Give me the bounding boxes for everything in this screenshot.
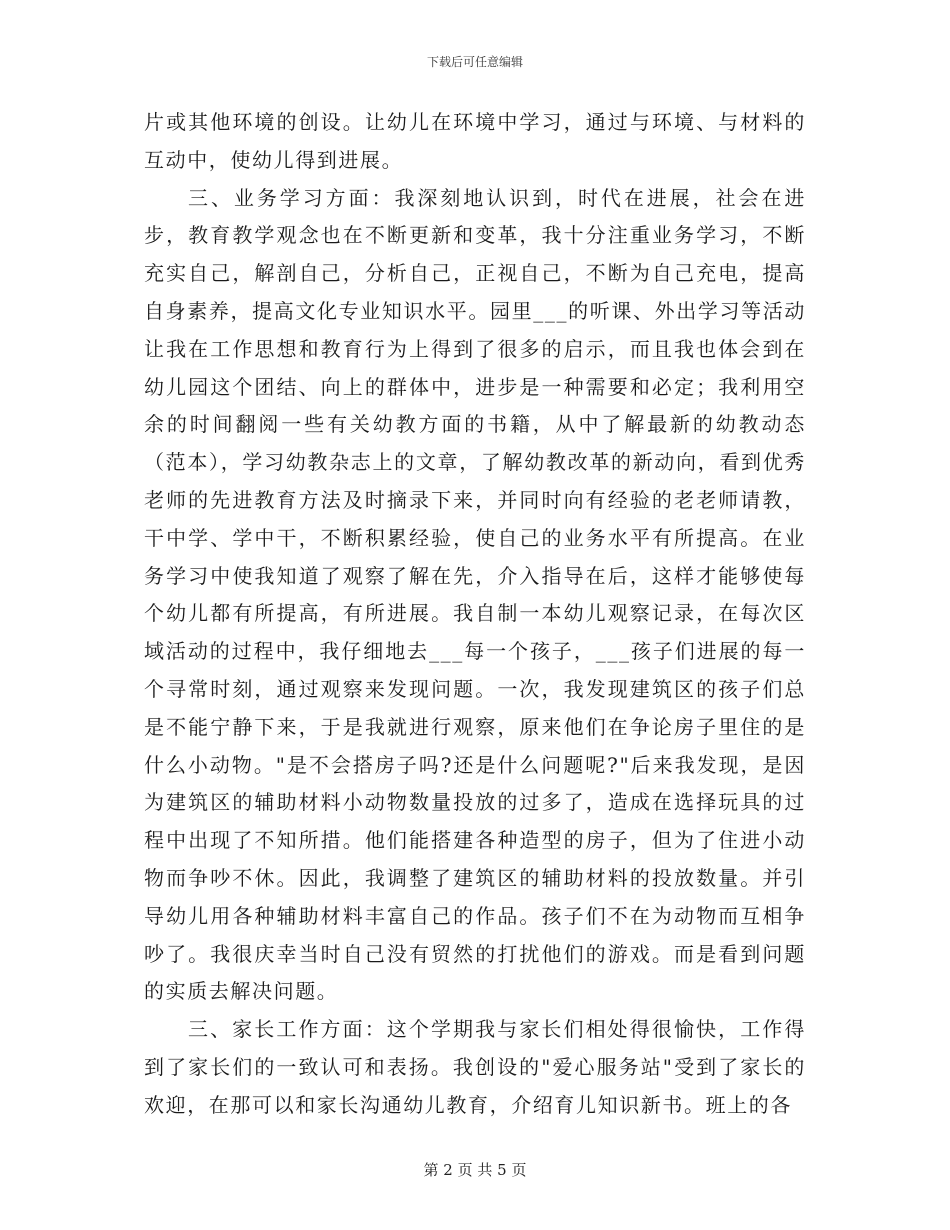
document-body bbox=[144, 104, 806, 1125]
paragraph-business-study: 三、业务学习方面：我深刻地认识到，时代在进展，社会在进步，教育教学观念也在不断更新和变革，我十分注重业务学习，不断充实自己，解剖自己，分析自己，正视自己，不断为自己充电，提高自身素养，提高文化专业知识水平。园里___的听课、外出学习等活动让我在工作思想和教育行为上得到了很多的启示，而且我也体会到在幼儿园这个团结、向上的群体中，进步是一种需要和必定；我利用空余的时间翻阅一些有关幼教方面的书籍，从中了解最新的幼教动态（范本），学习幼教杂志上的文章，了解幼教改革的新动向，看到优秀老师的先进教育方法及时摘录下来，并同时向有经验的老老师请教，干中学、学中干，不断积累经验，使自己的业务水平有所提高。在业务学习中使我知道了观察了解在先，介入指导在后，这样才能够使每个幼儿都有所提高，有所进展。我自制一本幼儿观察记录，在每次区域活动的过程中，我仔细地去___每一个孩子，___孩子们进展的每一个寻常时刻，通过观察来发现问题。一次，我发现建筑区的孩子们总是不能宁静下来，于是我就进行观察，原来他们在争论房子里住的是什么小动物。"是不会搭房子吗?还是什么问题呢?"后来我发现，是因为建筑区的辅助材料小动物数量投放的过多了，造成在选择玩具的过程中出现了不知所措。他们能搭建各种造型的房子，但为了住进小动物而争吵不休。因此，我调整了建筑区的辅助材料的投放数量。并引导幼儿用各种辅助材料丰富自己的作品。孩子们不在为动物而互相争吵了。我很庆幸当时自己没有贸然的打扰他们的游戏。而是看到问题的实质去解决问题。 bbox=[144, 185, 806, 1004]
page-header: 下载后可任意编辑 bbox=[426, 55, 523, 69]
paragraph-continuation: 片或其他环境的创设。让幼儿在环境中学习，通过与环境、与材料的互动中，使幼儿得到进展。 bbox=[144, 110, 806, 172]
paragraph-parent-work: 三、家长工作方面：这个学期我与家长们相处得很愉快，工作得到了家长们的一致认可和表扬。我创设的"爱心服务站"受到了家长的欢迎，在那可以和家长沟通幼儿教育，介绍育儿知识新书。班上的各 bbox=[144, 1017, 806, 1117]
page-number: 第 2 页 共 5 页 bbox=[423, 1161, 527, 1179]
